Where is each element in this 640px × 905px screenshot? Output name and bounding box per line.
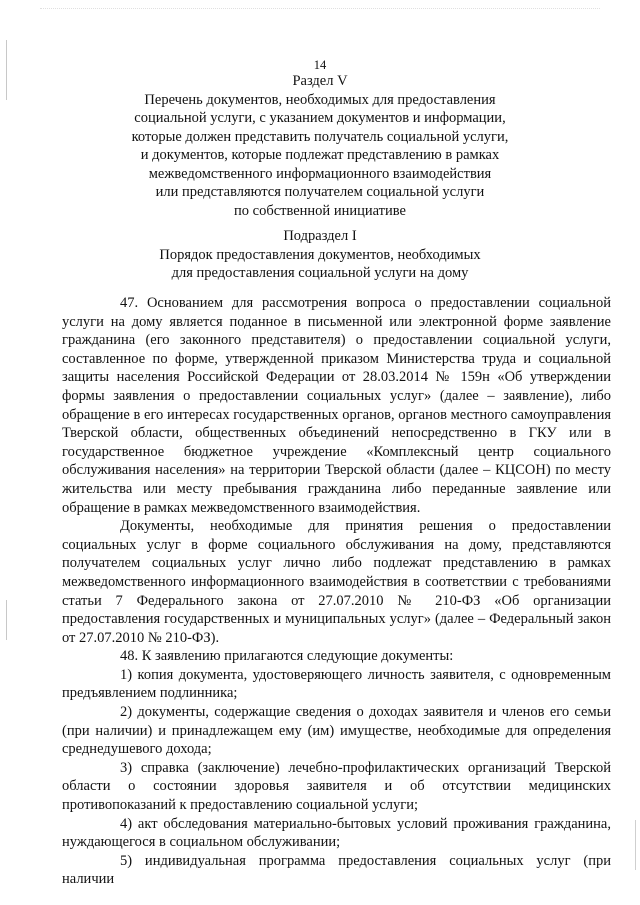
subsection-heading-line: Порядок предоставления документов, необходимых bbox=[159, 246, 481, 263]
section-heading-line: и документов, которые подлежат представлению в рамках bbox=[140, 147, 500, 163]
list-item-5: 5) индивидуальная программа предоставления социальных услуг (при наличии bbox=[62, 852, 611, 888]
section-heading-line: которые должен представить получатель социальной услуги, bbox=[131, 128, 509, 145]
section-heading-line: по собственной инициативе bbox=[234, 202, 406, 219]
list-item-1: 1) копия документа, удостоверяющего личность заявителя, с одновременным предъявлением подлинника; bbox=[62, 666, 611, 702]
scan-artifact-left-edge bbox=[6, 600, 7, 640]
subsection-title: Подраздел I bbox=[283, 228, 357, 244]
paragraph-48: 48. К заявлению прилагаются следующие документы: bbox=[120, 648, 454, 665]
section-title: Раздел V bbox=[292, 73, 348, 89]
subsection-heading-line: для предоставления социальной услуги на дому bbox=[171, 265, 469, 281]
section-heading-line: или представляются получателем социальной услуги bbox=[155, 184, 485, 200]
paragraph-documents-basis: Документы, необходимые для принятия решения о предоставлении социальных услуг в форме социального обслуживания на дому, представляются получателем социальных услуг лично либо подлежат представлению в рамках межведомственного информационного взаимодействия в соответствии с требованиями статьи 7 Федерального закона от 27.07.2010 № 210-ФЗ «Об организации предоставления государственных и муниципальных услуг» (далее – Федеральный закон от 27.07.2010 № 210-ФЗ). bbox=[62, 518, 611, 646]
paragraph-47: 47. Основанием для рассмотрения вопроса о предоставлении социальной услуги на дому является поданное в письменной или электронной форме заявление гражданина (его законного представителя) о предоставлении социальной услуги, составленное по форме, утвержденной приказом Министерства труда и социальной защиты населения Российской Федерации от 28.03.2014 № 159н «Об утверждении формы заявления о предоставлении социальных услуг» (далее – заявление), либо обращение в его интересах государственных органов, органов местного самоуправления Тверской области, общественных объединений непосредственно в ГКУ или в государственное бюджетное учреждение «Комплексный центр социального обслуживания населения» на территории Тверской области (далее – КЦСОН) по месту жительства или месту пребывания гражданина либо переданные заявление или обращение в рамках межведомственного взаимодействия. bbox=[62, 295, 611, 516]
section-heading bbox=[60, 72, 580, 220]
list-item-3: 3) справка (заключение) лечебно-профилактических организаций Тверской области о состоянии здоровья заявителя и об отсутствии медицинских противопоказаний к предоставлению социальной услуги; bbox=[62, 759, 611, 814]
section-heading-line: межведомственного информационного взаимодействия bbox=[148, 165, 492, 182]
subsection-heading bbox=[60, 227, 580, 283]
scan-artifact-top bbox=[40, 8, 600, 10]
section-heading-line: социальной услуги, с указанием документов и информации, bbox=[134, 110, 506, 126]
list-item-4: 4) акт обследования материально-бытовых условий проживания гражданина, нуждающегося в социальном обслуживании; bbox=[62, 815, 611, 851]
list-item-2: 2) документы, содержащие сведения о доходах заявителя и членов его семьи (при наличии) и принадлежащем ему (им) имуществе, необходимые для определения среднедушевого дохода; bbox=[62, 704, 611, 758]
page-number: 14 bbox=[313, 58, 327, 72]
document-body bbox=[62, 294, 611, 889]
section-heading-line: Перечень документов, необходимых для предоставления bbox=[144, 91, 496, 108]
scan-artifact-right-edge bbox=[635, 820, 636, 870]
